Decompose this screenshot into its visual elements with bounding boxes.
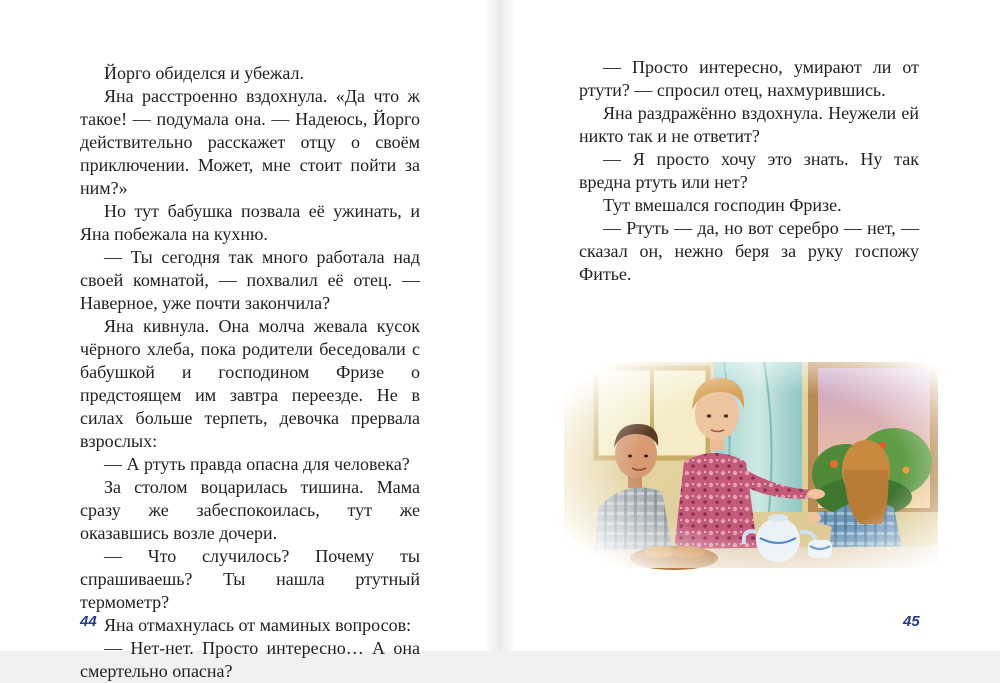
left-page-text [80, 62, 420, 683]
right-page-text [579, 56, 919, 286]
paragraph: Яна кивнула. Она молча жевала кусок чёрного хлеба, пока родители беседовали с бабушкой и господином Фризе о предстоящем им завтра переезде. Не в силах больше терпеть, девочка прервала взрослых: [80, 316, 420, 451]
family-dinner-illustration [564, 362, 938, 568]
paragraph: — Ты сегодня так много работала над своей комнатой, — похвалил её отец. — Наверное, уже почти закончила? [80, 247, 420, 313]
paragraph: — Просто интересно, умирают ли от ртути? — спросил отец, нахмурившись. [579, 57, 919, 100]
paragraph: — Ртуть — да, но вот серебро — нет, — сказал он, нежно беря за руку госпожу Фитье. [579, 218, 919, 284]
page-number-right: 45 [903, 613, 920, 630]
paragraph: За столом воцарилась тишина. Мама сразу же забеспокоилась, тут же оказавшись возле дочери. [80, 477, 420, 543]
paragraph: — Я просто хочу это знать. Ну так вредна ртуть или нет? [579, 149, 919, 192]
paragraph: Яна отмахнулась от маминых вопросов: [104, 615, 412, 635]
paragraph: Тут вмешался господин Фризе. [603, 195, 842, 215]
left-page [0, 0, 500, 681]
paragraph: Яна расстроенно вздохнула. «Да что ж такое! — подумала она. — Надеюсь, Йорго действительно расскажет отцу о своём приключении. Может, мне стоит пойти за ним?» [80, 86, 420, 198]
right-page [500, 0, 1000, 651]
paragraph: Йорго обиделся и убежал. [104, 63, 304, 83]
paragraph: Яна раздражённо вздохнула. Неужели ей никто так и не ответит? [579, 103, 919, 146]
page-number-left: 44 [80, 613, 97, 630]
paragraph: — Что случилось? Почему ты спрашиваешь? Ты нашла ртутный термометр? [80, 546, 420, 612]
paragraph: Но тут бабушка позвала её ужинать, и Яна побежала на кухню. [80, 201, 420, 244]
paragraph: — Нет-нет. Просто интересно… А она смертельно опасна? [80, 638, 420, 681]
paragraph: — А ртуть правда опасна для человека? [104, 454, 410, 474]
